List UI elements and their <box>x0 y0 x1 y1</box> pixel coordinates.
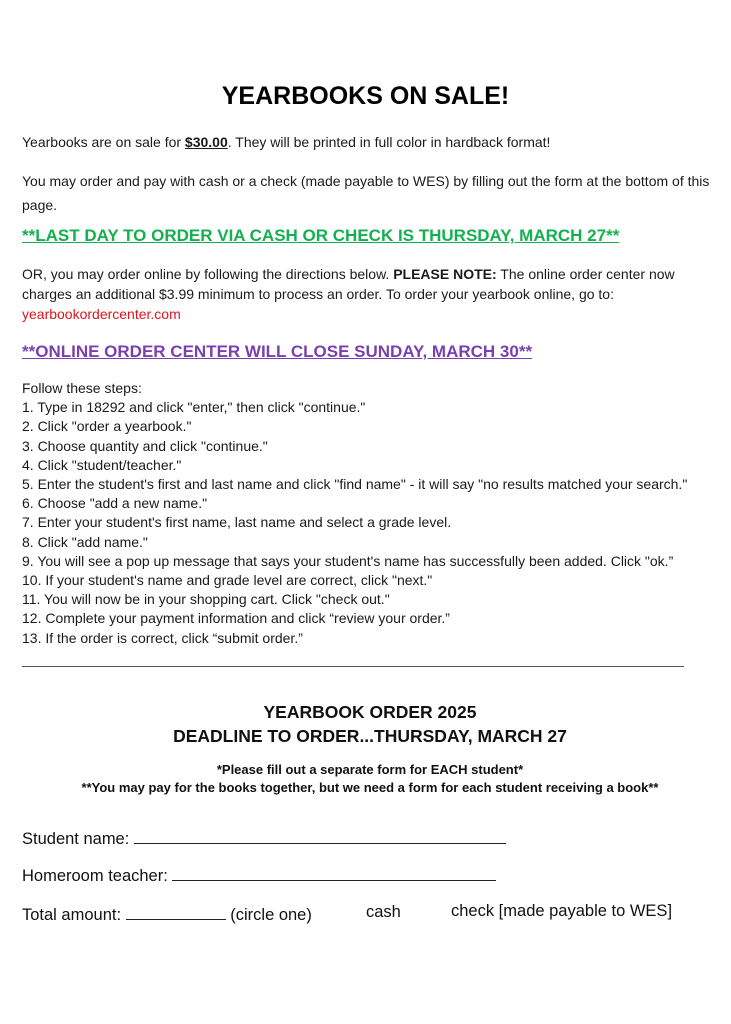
homeroom-field <box>22 864 496 886</box>
close-heading: **ONLINE ORDER CENTER WILL CLOSE SUNDAY, MARCH 30** <box>22 342 533 361</box>
page-title: YEARBOOKS ON SALE! <box>221 82 510 110</box>
order-center-link[interactable]: yearbookordercenter.com <box>22 306 181 322</box>
intro-paragraph <box>22 132 712 152</box>
order-form-title: YEARBOOK ORDER 2025 <box>263 702 477 722</box>
last-day-heading: **LAST DAY TO ORDER VIA CASH OR CHECK IS THURSDAY, MARCH 27** <box>22 226 620 245</box>
step-item: 10. If your student's name and grade level are correct, click "next." <box>22 572 433 589</box>
step-item: 12. Complete your payment information and click “review your order.” <box>22 610 450 627</box>
pay-info-paragraph: You may order and pay with cash or a check (made payable to WES) by filling out the form at the bottom of this page. <box>22 173 710 213</box>
order-deadline: DEADLINE TO ORDER...THURSDAY, MARCH 27 <box>173 726 567 746</box>
step-item: 9. You will see a pop up message that says your student's name has successfully been added. Click "ok.” <box>22 552 674 569</box>
student-name-blank[interactable] <box>134 827 506 844</box>
total-amount-field <box>22 903 312 925</box>
please-note-label: PLEASE NOTE: <box>393 266 497 282</box>
online-text-prefix: OR, you may order online by following the directions below. <box>22 266 394 282</box>
student-name-label: Student name: <box>22 830 130 848</box>
separate-form-note: *Please fill out a separate form for EACH student* <box>216 762 524 777</box>
step-item: 8. Click "add name." <box>22 533 148 550</box>
check-option[interactable]: check [made payable to WES] <box>451 902 673 920</box>
pay-together-note: **You may pay for the books together, but we need a form for each student receiving a book** <box>81 780 659 795</box>
circle-one-label: (circle one) <box>230 906 312 924</box>
total-amount-blank[interactable] <box>126 903 226 920</box>
step-item: 11. You will now be in your shopping cart. Click "check out." <box>22 591 390 608</box>
steps-list <box>22 379 722 648</box>
total-amount-label: Total amount: <box>22 906 122 924</box>
homeroom-blank[interactable] <box>172 864 496 881</box>
step-item: 7. Enter your student's first name, last name and select a grade level. <box>22 514 452 531</box>
online-text-suffix: The online order center now charges an additional $3.99 minimum to process an order. To order your yearbook online, go to: <box>22 266 675 302</box>
intro-price-prefix: Yearbooks are on sale for <box>22 134 185 150</box>
steps-intro: Follow these steps: <box>22 380 142 396</box>
step-item: 6. Choose "add a new name." <box>22 495 208 512</box>
student-name-field <box>22 827 506 849</box>
step-item: 5. Enter the student's first and last name and click "find name" - it will say "no results matched your search." <box>22 476 688 493</box>
step-item: 3. Choose quantity and click "continue." <box>22 437 268 454</box>
homeroom-label: Homeroom teacher: <box>22 867 168 885</box>
price: $30.00 <box>184 134 228 150</box>
step-item: 4. Click "student/teacher." <box>22 456 182 473</box>
online-order-paragraph <box>22 264 712 324</box>
section-divider <box>22 666 684 667</box>
step-item: 1. Type in 18292 and click "enter," then click "continue." <box>22 399 366 416</box>
cash-option[interactable]: cash <box>366 903 401 921</box>
intro-price-suffix: . They will be printed in full color in hardback format! <box>227 134 551 150</box>
step-item: 2. Click "order a yearbook." <box>22 418 192 435</box>
step-item: 13. If the order is correct, click “submit order.” <box>22 629 303 646</box>
